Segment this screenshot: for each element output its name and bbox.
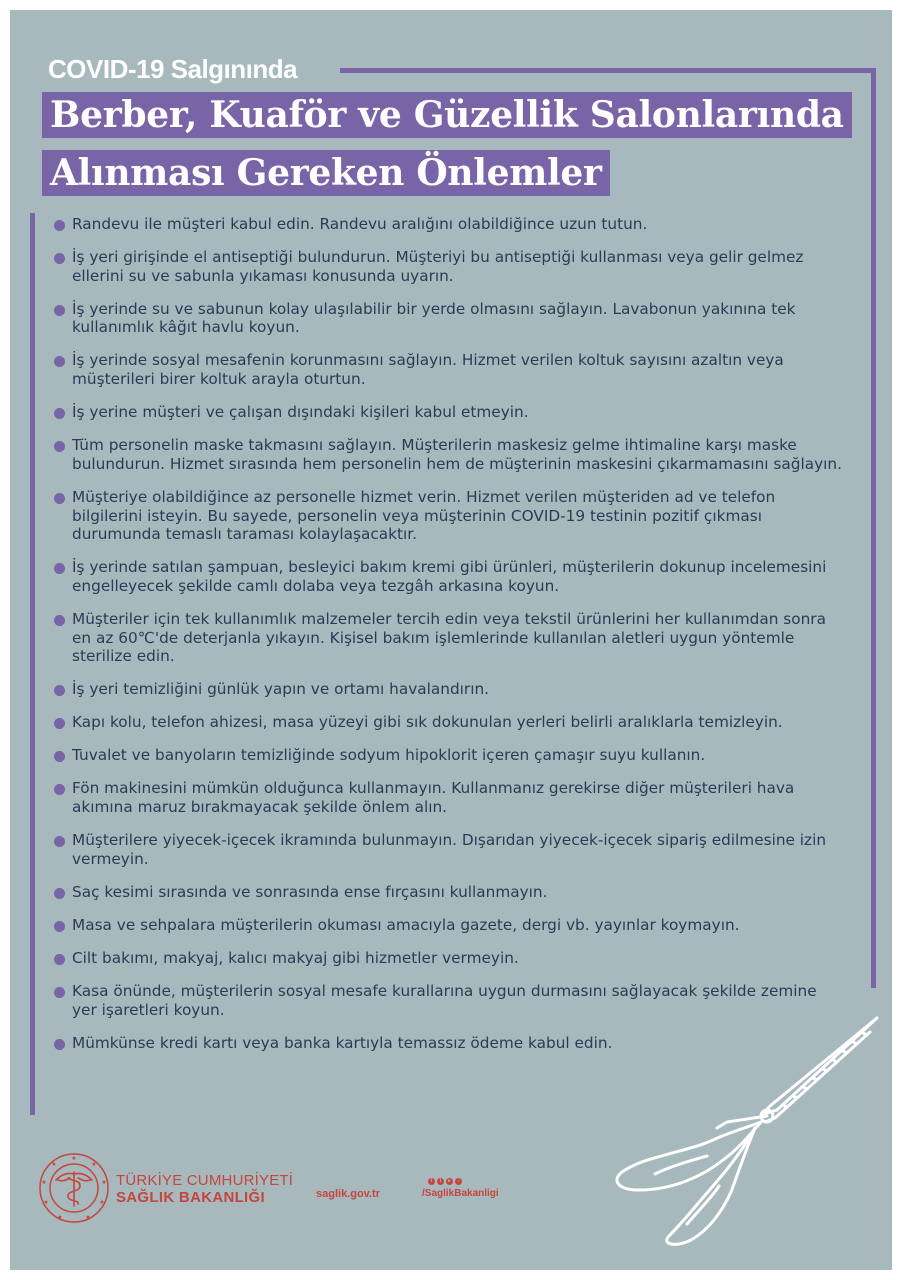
top-divider	[340, 68, 876, 73]
youtube-icon[interactable]: ▸	[446, 1178, 453, 1185]
list-item-text: İş yerinde satılan şampuan, besleyici bakım kremi gibi ürünleri, müşterilerin dokunup incelemesini engelleyecek şekilde camlı dolaba veya tezgâh arkasına koyun.	[72, 558, 827, 595]
bullet-icon	[54, 1039, 65, 1050]
list-item	[54, 949, 844, 968]
title-line-1: Berber, Kuaför ve Güzellik Salonlarında	[42, 92, 852, 138]
svg-text:★: ★	[91, 1161, 97, 1168]
list-item-text: Tuvalet ve banyoların temizliğinde sodyum hipoklorit içeren çamaşır suyu kullanın.	[72, 746, 706, 765]
list-item	[54, 779, 844, 816]
bullet-icon	[54, 408, 65, 419]
ministry-line-2: SAĞLIK BAKANLIĞI	[116, 1189, 265, 1206]
social-handle[interactable]: /SaglikBakanligi	[422, 1188, 499, 1199]
svg-text:★: ★	[43, 1199, 49, 1206]
list-item-text: İş yerinde su ve sabunun kolay ulaşılabilir bir yerde olmasını sağlayın. Lavabonun yakınına tek kullanımlık kâğıt havlu koyun.	[72, 299, 796, 337]
list-item-text: İş yerinde sosyal mesafenin korunmasını sağlayın. Hizmet verilen koltuk sayısını azaltın veya müşterileri birer koltuk arayla oturtun.	[72, 351, 784, 389]
poster-kicker: COVID-19 Salgınında	[48, 54, 298, 84]
list-item	[54, 746, 844, 765]
svg-text:★: ★	[57, 1214, 63, 1221]
bullet-icon	[54, 921, 65, 932]
list-item	[54, 831, 844, 868]
bullet-icon	[54, 836, 65, 847]
list-item-text: Müşteriye olabildiğince az personelle hizmet verin. Hizmet verilen müşteriden ad ve telefon bilgilerini isteyin. Bu sayede, personelin veya müşterinin COVID-19 testinin pozitif çıkması durumunda temaslı taraması kolaylaşacaktır.	[72, 487, 776, 544]
bullet-icon	[54, 784, 65, 795]
list-item-text: Müşterilere yiyecek-içecek ikramında bulunmayın. Dışarıdan yiyecek-içecek sipariş edilmesine izin vermeyin.	[72, 831, 827, 868]
list-item-text: Randevu ile müşteri kabul edin. Randevu aralığını olabildiğince uzun tutun.	[72, 215, 648, 233]
list-item-text: İş yeri temizliğini günlük yapın ve ortamı havalandırın.	[72, 680, 490, 699]
list-item	[54, 558, 844, 595]
social-block	[422, 1178, 499, 1199]
list-item	[54, 713, 844, 732]
ministry-name	[116, 1172, 293, 1206]
scissors-icon	[595, 1010, 885, 1250]
svg-text:★: ★	[41, 1179, 47, 1186]
list-item-text: Saç kesimi sırasında ve sonrasında ense fırçasını kullanmayın.	[72, 882, 548, 901]
svg-text:★: ★	[51, 1161, 57, 1168]
list-item	[54, 300, 844, 337]
bullet-icon	[54, 954, 65, 965]
ministry-logo	[36, 1150, 112, 1226]
list-item-text: İş yerine müşteri ve çalışan dışındaki kişileri kabul etmeyin.	[72, 403, 529, 422]
left-divider	[30, 213, 35, 1115]
list-item	[54, 488, 844, 544]
bullet-icon	[54, 441, 65, 452]
list-item	[54, 680, 844, 699]
list-item	[54, 883, 844, 902]
list-item-text: Fön makinesini mümkün olduğunca kullanmayın. Kullanmanız gerekirse diğer müşterileri hava akımına maruz bırakmayacak şekilde önlem alın.	[72, 779, 795, 817]
list-item-text: Cilt bakımı, makyaj, kalıcı makyaj gibi hizmetler vermeyin.	[72, 949, 519, 968]
bullet-icon	[54, 253, 65, 264]
bullet-icon	[54, 987, 65, 998]
right-divider	[871, 68, 876, 988]
bullet-icon	[54, 563, 65, 574]
title-line-2: Alınması Gereken Önlemler	[42, 150, 610, 196]
bullet-icon	[54, 718, 65, 729]
bullet-icon	[54, 751, 65, 762]
ministry-line-1: TÜRKİYE CUMHURİYETİ	[116, 1172, 294, 1189]
poster	[10, 10, 892, 1270]
bullet-icon	[54, 493, 65, 504]
list-item-text: İş yeri girişinde el antiseptiği bulundurun. Müşteriyi bu antiseptiği kullanması veya gelir gelmez ellerini su ve sabunla yıkaması konusunda uyarın.	[72, 248, 804, 285]
list-item	[54, 436, 844, 473]
bullet-icon	[54, 615, 65, 626]
list-item	[54, 215, 844, 234]
bullet-icon	[54, 888, 65, 899]
list-item-text: Müşteriler için tek kullanımlık malzemeler tercih edin veya tekstil ürünlerini her kullanımdan sonra en az 60℃'de deterjanla yıkayın. Kişisel bakım işlemlerinde kullanılan aletleri uygun yöntemle sterilize edin.	[72, 609, 826, 666]
website-link[interactable]: saglik.gov.tr	[316, 1188, 380, 1200]
social-icons	[428, 1178, 499, 1185]
list-item	[54, 248, 844, 285]
precaution-list	[54, 215, 844, 1067]
list-item	[54, 403, 844, 422]
twitter-icon[interactable]: t	[437, 1178, 444, 1185]
svg-text:★: ★	[85, 1214, 91, 1221]
bullet-icon	[54, 685, 65, 696]
facebook-icon[interactable]: f	[428, 1178, 435, 1185]
instagram-icon[interactable]: ○	[456, 1178, 461, 1184]
list-item-text: Mümkünse kredi kartı veya banka kartıyla temassız ödeme kabul edin.	[72, 1033, 613, 1052]
list-item-text: Masa ve sehpalara müşterilerin okuması amacıyla gazete, dergi vb. yayınlar koymayın.	[72, 915, 740, 934]
svg-text:★: ★	[99, 1199, 105, 1206]
list-item	[54, 610, 844, 666]
list-item-text: Kasa önünde, müşterilerin sosyal mesafe kurallarına uygun durmasını sağlayacak şekilde zemine yer işaretleri koyun.	[72, 982, 817, 1019]
bullet-icon	[54, 305, 65, 316]
list-item-text: Kapı kolu, telefon ahizesi, masa yüzeyi gibi sık dokunulan yerleri belirli aralıklarla temizleyin.	[72, 713, 783, 732]
bullet-icon	[54, 220, 65, 231]
list-item	[54, 916, 844, 935]
list-item	[54, 351, 844, 388]
bullet-icon	[54, 356, 65, 367]
svg-text:★: ★	[71, 1155, 77, 1162]
list-item-text: Tüm personelin maske takmasını sağlayın. Müşterilerin maskesiz gelme ihtimaline karşı maske bulundurun. Hizmet sırasında hem personelin hem de müşterinin maskesini çıkarmamasını sağlayın.	[72, 436, 842, 473]
svg-text:★: ★	[101, 1179, 107, 1186]
